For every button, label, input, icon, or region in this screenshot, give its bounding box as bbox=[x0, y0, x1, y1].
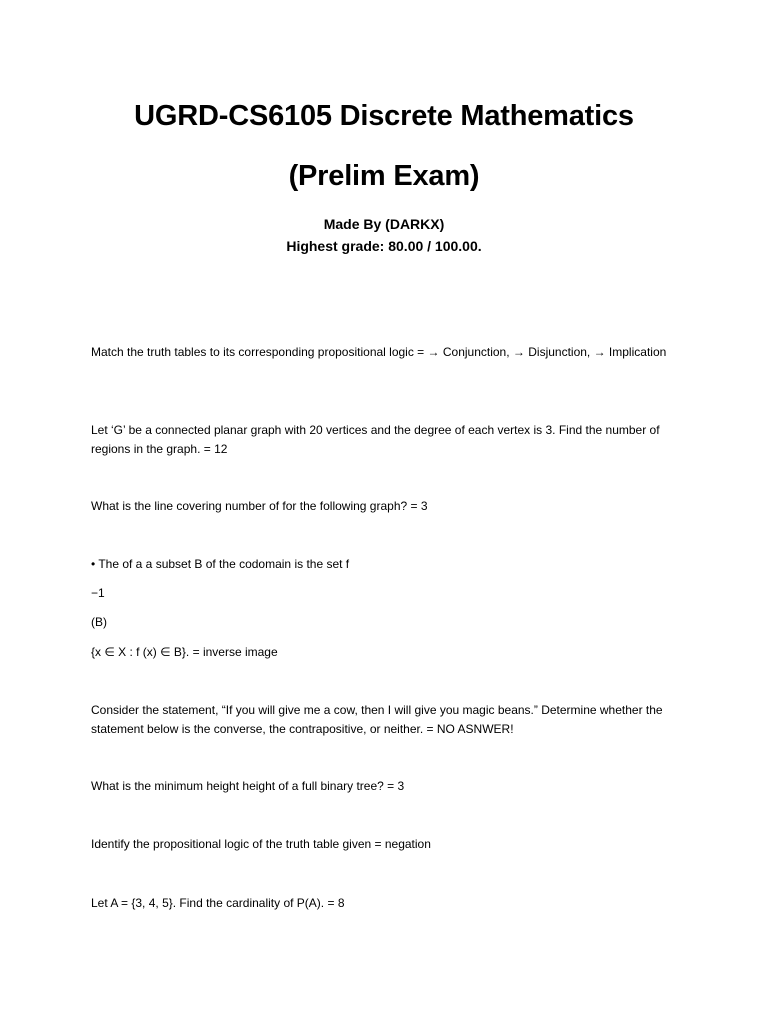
question-planar-graph-regions: Let ‘G’ be a connected planar graph with 20 vertices and the degree of each vertex is 3. Find the number of regions in the graph. = 12 bbox=[91, 423, 660, 456]
question-power-set-cardinality: Let A = {3, 4, 5}. Find the cardinality of P(A). = 8 bbox=[91, 896, 345, 910]
document-subtitle: (Prelim Exam) bbox=[288, 160, 480, 192]
question-line-covering-number: What is the line covering number of for the following graph? = 3 bbox=[91, 499, 428, 513]
question-negation-truth-table: Identify the propositional logic of the truth table given = negation bbox=[91, 837, 431, 851]
author-line: Made By (DARKX) bbox=[323, 216, 445, 232]
question-inverse-image-bullet: • The of a a subset B of the codomain is the set f bbox=[91, 557, 350, 571]
highest-grade-line: Highest grade: 80.00 / 100.00. bbox=[286, 238, 482, 254]
question-converse-contrapositive: Consider the statement, “If you will give me a cow, then I will give you magic beans.” Determine whether the statement below is the converse, the contrapositive, or neither. = NO ASNWER! bbox=[91, 703, 663, 736]
question-inverse-image-answer: {x ∈ X : f (x) ∈ B}. = inverse image bbox=[91, 645, 278, 659]
question-binary-tree-height: What is the minimum height height of a full binary tree? = 3 bbox=[91, 779, 405, 793]
question-inverse-image-superscript: −1 bbox=[91, 586, 105, 600]
document-title: UGRD-CS6105 Discrete Mathematics bbox=[134, 100, 634, 132]
question-truth-table-match: Match the truth tables to its corresponding propositional logic = → Conjunction, → Disjunction, → Implication bbox=[91, 345, 667, 359]
question-inverse-image-arg: (B) bbox=[91, 615, 107, 629]
